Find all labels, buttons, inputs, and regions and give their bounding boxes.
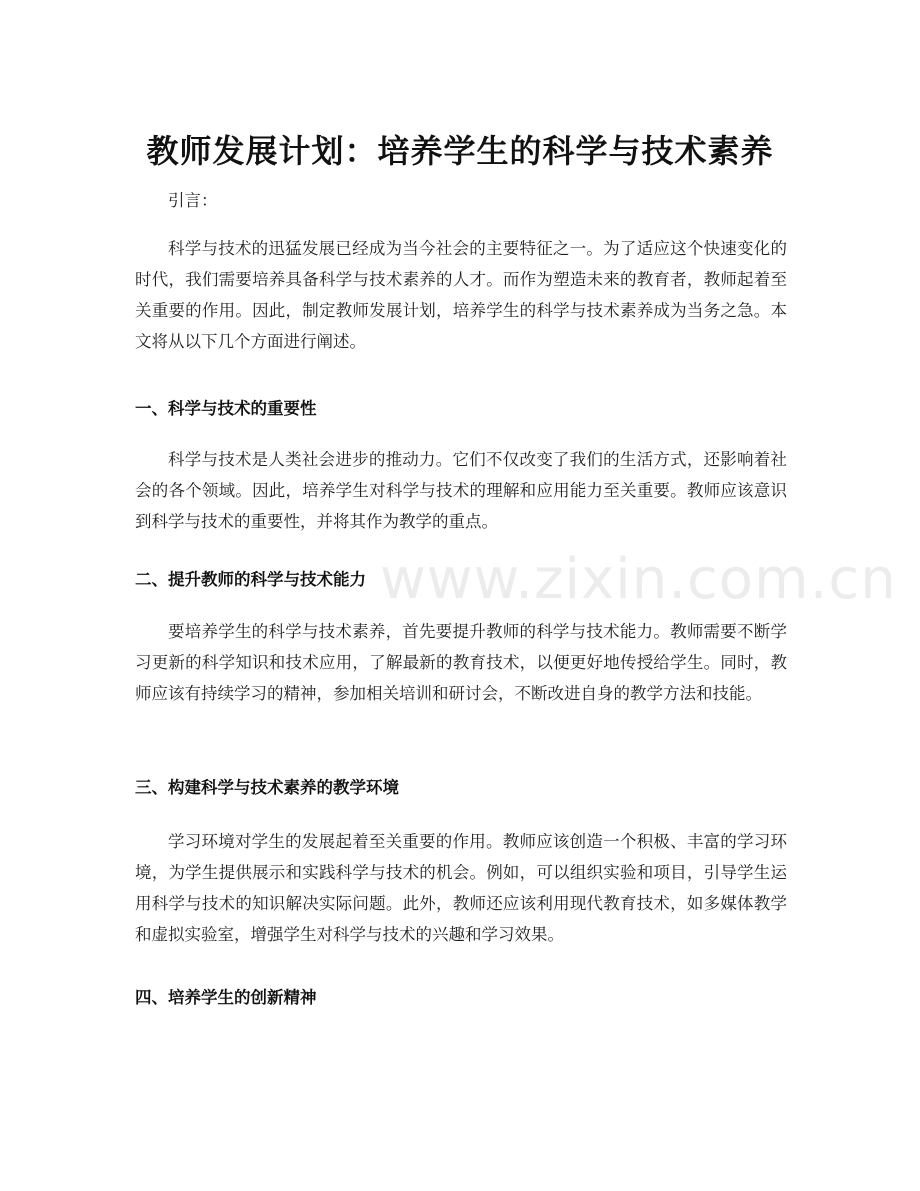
intro-label: 引言： [168,191,218,210]
section-3-body: 学习环境对学生的发展起着至关重要的作用。教师应该创造一个积极、丰富的学习环境，为学生提供展示和实践科学与技术的机会。例如，可以组织实验和项目，引导学生运用科学与技术的知识解决实际问题。此外，教师还应该利用现代教育技术，如多媒体教学和虚拟实验室，增强学生对科学与技术的兴趣和学习效果。 [135,832,787,944]
page-title: 教师发展计划：培养学生的科学与技术素养 [146,132,774,171]
section-3-heading: 三、构建科学与技术素养的教学环境 [135,778,399,797]
section-2-heading: 二、提升教师的科学与技术能力 [135,570,366,589]
section-1-heading: 一、科学与技术的重要性 [135,399,317,418]
section-2-body: 要培养学生的科学与技术素养，首先要提升教师的科学与技术能力。教师需要不断学习更新的科学知识和技术应用，了解最新的教育技术，以便更好地传授给学生。同时，教师应该有持续学习的精神，参加相关培训和研讨会，不断改进自身的教学方法和技能。 [135,622,787,703]
section-1-body: 科学与技术是人类社会进步的推动力。它们不仅改变了我们的生活方式，还影响着社会的各个领域。因此，培养学生对科学与技术的理解和应用能力至关重要。教师应该意识到科学与技术的重要性，并将其作为教学的重点。 [135,450,787,531]
watermark: www.zixin.com.cn [380,547,897,612]
section-4-heading: 四、培养学生的创新精神 [135,988,317,1007]
intro-paragraph: 科学与技术的迅猛发展已经成为当今社会的主要特征之一。为了适应这个快速变化的时代，我们需要培养具备科学与技术素养的人才。而作为塑造未来的教育者，教师起着至关重要的作用。因此，制定教师发展计划，培养学生的科学与技术素养成为当务之急。本文将从以下几个方面进行阐述。 [135,239,787,351]
